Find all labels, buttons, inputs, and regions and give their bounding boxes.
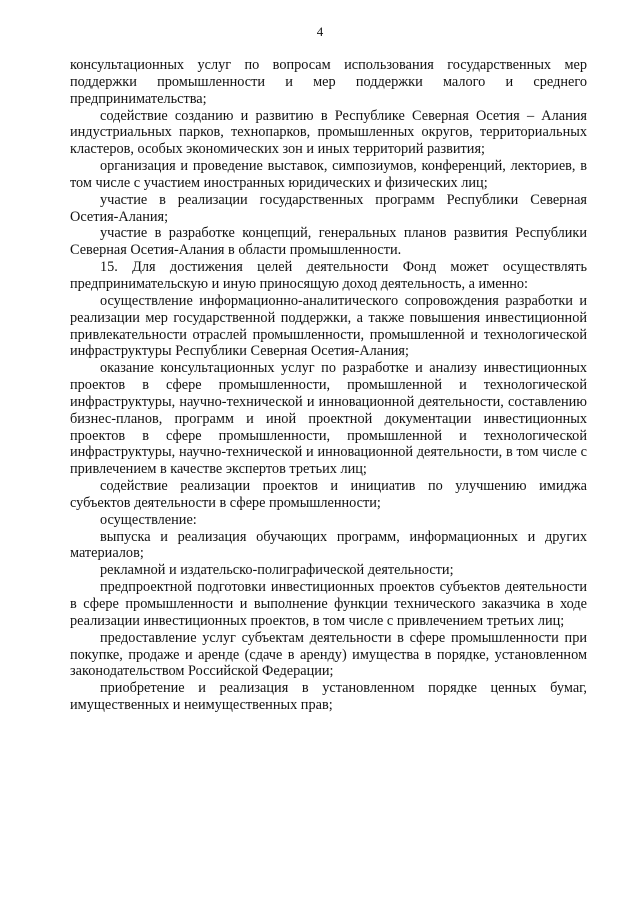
paragraph: выпуска и реализация обучающих программ, информационных и других материалов; [70, 528, 587, 562]
paragraph: осуществление: [100, 511, 197, 528]
paragraph: приобретение и реализация в установленном порядке ценных бумаг, имущественных и неимущественных прав; [70, 680, 587, 714]
page-number: 4 [316, 24, 324, 39]
paragraph: 15. Для достижения целей деятельности Фонд может осуществлять предпринимательскую и иную приносящую доход деятельность, а именно: [70, 259, 587, 292]
paragraph: содействие реализации проектов и инициатив по улучшению имиджа субъектов деятельности в сфере промышленности; [70, 478, 587, 511]
paragraph: предоставление услуг субъектам деятельности в сфере промышленности при покупке, продаже и аренде (сдаче в аренду) имущества в порядке, установленном законодательством Российской Федерации; [70, 629, 587, 680]
paragraph: осуществление информационно-аналитического сопровождения разработки и реализации мер государственной поддержки, а также повышения инвестиционной привлекательности отраслей промышленности, промышленной и технологической инфраструктуры Республики Северная Осетия-Алания; [70, 292, 587, 360]
paragraph: организация и проведение выставок, симпозиумов, конференций, лекториев, в том числе с участием иностранных юридических и физических лиц; [70, 158, 587, 191]
paragraph: участие в реализации государственных программ Республики Северная Осетия-Алания; [70, 191, 587, 225]
paragraph: участие в разработке концепций, генеральных планов развития Республики Северная Осетия-Алания в области промышленности. [70, 225, 587, 259]
paragraph: консультационных услуг по вопросам использования государственных мер поддержки промышленности и мер поддержки малого и среднего предпринимательства; [70, 57, 587, 107]
document-body [70, 57, 587, 714]
paragraph: предпроектной подготовки инвестиционных проектов субъектов деятельности в сфере промышленности и выполнение функции технического заказчика в ходе реализации инвестиционных проектов, в том числе с привлечением третьих лиц; [70, 579, 587, 629]
paragraph: оказание консультационных услуг по разработке и анализу инвестиционных проектов в сфере промышленности, промышленной и технологической инфраструктуры, научно-технической и инновационной деятельности, составлению бизнес-планов, программ и иной проектной документации инвестиционных проектов в сфере промышленности, промышленной и технологической инфраструктуры, научно-технической и инновационной деятельности, в том числе с привлечением в качестве экспертов третьих лиц; [70, 360, 587, 478]
paragraph: рекламной и издательско-полиграфической деятельности; [100, 562, 454, 579]
paragraph: содействие созданию и развитию в Республике Северная Осетия – Алания индустриальных парков, технопарков, промышленных округов, территориальных кластеров, особых экономических зон и иных территорий развития; [70, 107, 587, 158]
